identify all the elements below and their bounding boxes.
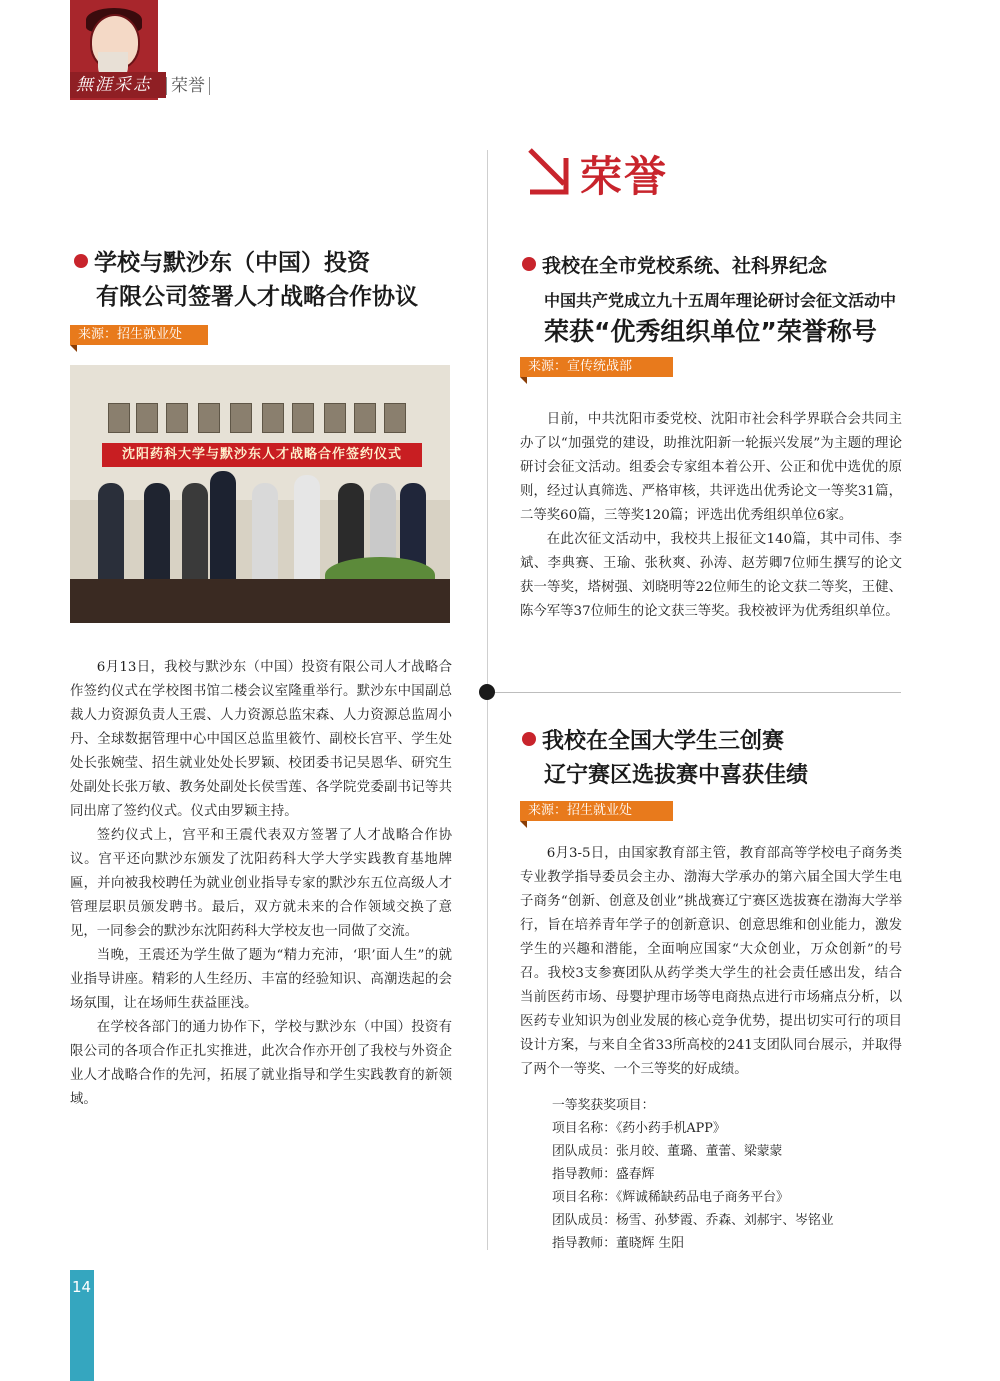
- portrait-frame: [292, 403, 314, 433]
- masthead-section-label: 荣誉: [171, 76, 205, 96]
- paragraph: 签约仪式上，宫平和王震代表双方签署了人才战略合作协议。宫平还向默沙东颁发了沈阳药科大学大学实践教育基地牌匾，并向被我校聘任为就业创业指导专家的默沙东五位高级人才管理层职员颁发聘书。最后，双方就未来的合作领域交换了意见，一同参会的默沙东沈阳药科大学校友也一同做了交流。: [70, 828, 452, 939]
- list-item: 团队成员：张月皎、董璐、董蕾、梁蒙蒙: [552, 1144, 783, 1159]
- masthead-section: [162, 74, 214, 98]
- paragraph: 6月3-5日，由国家教育部主管，教育部高等学校电子商务类专业教学指导委员会主办、渤海大学承办的第六届全国大学生电子商务“创新、创意及创业”挑战赛辽宁赛区选拔赛在渤海大学举行，旨在培养青年学子的创新意识、创意思维和创业能力，激发学生的兴趣和潜能，全面响应国家“大众创业，万众创新”的号召。我校3支参赛团队从药学类大学生的社会责任感出发，结合当前医药市场、母婴护理市场等电商热点进行市场痛点分析，以医药专业知识为创业发展的核心竞争优势，提出切实可行的项目设计方案，与来自全省33所高校的241支团队同台展示，并取得了两个一等奖、一个三等奖的好成绩。: [520, 846, 902, 1077]
- section-title: 荣誉: [580, 152, 669, 201]
- portrait-frame: [384, 403, 406, 433]
- paragraph: 日前，中共沈阳市委党校、沈阳市社会科学界联合会共同主办了以“加强党的建设，助推沈阳新一轮振兴发展”为主题的理论研讨会征文活动。组委会专家组本着公开、公正和优中选优的原则，经过认真筛选、严格审核，共评选出优秀论文一等奖31篇，二等奖60篇，三等奖120篇；评选出优秀组织单位6家。: [520, 412, 902, 523]
- paragraph: 6月13日，我校与默沙东（中国）投资有限公司人才战略合作签约仪式在学校图书馆二楼会议室隆重举行。默沙东中国副总裁人力资源负责人王震、人力资源总监宋森、人力资源总监周小丹、全球数据管理中心中国区总监里筱竹、副校长宫平、学生处处长张婉莹、招生就业处处长罗颖、校团委书记吴恩华、研究生处副处长张万敏、教务处副处长侯雪莲、各学院党委副书记等共同出席了签约仪式。仪式由罗颖主持。: [70, 660, 452, 819]
- portrait-frame: [198, 403, 220, 433]
- person: [252, 483, 278, 583]
- divider-dot-icon: [479, 684, 495, 700]
- left-title-line1: 学校与默沙东（中国）投资: [94, 250, 370, 276]
- portrait-frame: [108, 403, 130, 433]
- r2-title-line2: 辽宁赛区选拔赛中喜获佳绩: [544, 763, 809, 788]
- left-article-body: [70, 656, 452, 1112]
- r1-title-line1: 我校在全市党校系统、社科界纪念: [542, 255, 828, 277]
- masthead-logo-text: 無涯采志: [70, 72, 166, 98]
- person: [210, 471, 236, 583]
- left-article-title: [74, 244, 370, 277]
- person: [144, 483, 170, 583]
- paragraph: 当晚，王震还为学生做了题为“精力充沛，‘职’面人生”的就业指导讲座。精彩的人生经历、丰富的经验知识、高潮迭起的会场氛围，让在场师生获益匪浅。: [70, 948, 452, 1011]
- right-article1-title: [522, 251, 827, 278]
- signing-ceremony-photo: [70, 365, 450, 623]
- bullet-dot-icon: [522, 257, 536, 271]
- right1-source-tag: 来源：宣传统战部: [520, 357, 673, 377]
- person: [294, 475, 320, 583]
- bullet-dot-icon: [74, 254, 88, 268]
- portrait-frame: [230, 403, 252, 433]
- list-item: 项目名称：《辉诚稀缺药品电子商务平台》: [552, 1190, 789, 1205]
- list-item: 项目名称：《药小药手机APP》: [552, 1121, 726, 1136]
- photo-banner: 沈阳药科大学与默沙东人才战略合作签约仪式: [102, 443, 422, 467]
- list-item: 团队成员：杨雪、孙梦霞、乔森、刘郝宇、岑铭业: [552, 1213, 834, 1228]
- r1-title-line3: 荣获“优秀组织单位”荣誉称号: [544, 317, 877, 346]
- list-item: 指导教师：盛春辉: [552, 1167, 655, 1182]
- right-article2-title: [522, 724, 784, 755]
- person: [98, 483, 124, 583]
- list-item: 一等奖获奖项目：: [552, 1098, 655, 1113]
- r2-title-line1: 我校在全国大学生三创赛: [542, 729, 785, 754]
- section-divider: [487, 692, 901, 693]
- portrait-frame: [324, 403, 346, 433]
- arrow-down-right-icon: [520, 146, 572, 198]
- right-article2-body: [520, 842, 902, 1082]
- right2-source-tag: 来源：招生就业处: [520, 801, 673, 821]
- paragraph: 在此次征文活动中，我校共上报征文140篇，其中司伟、李斌、李典赛、王瑜、张秋爽、孙涛、赵芳卿7位师生撰写的论文获一等奖，塔树强、刘晓明等22位师生的论文获二等奖，王健、陈今军等37位师生的论文获三等奖。我校被评为优秀组织单位。: [520, 532, 902, 619]
- portrait-frame: [262, 403, 284, 433]
- column-divider: [487, 150, 488, 1250]
- bullet-dot-icon: [522, 732, 536, 746]
- left-source-tag: 来源：招生就业处: [70, 325, 208, 345]
- signing-table: [70, 579, 450, 623]
- portrait-frame: [136, 403, 158, 433]
- portrait-frame: [166, 403, 188, 433]
- paragraph: 在学校各部门的通力协作下，学校与默沙东（中国）投资有限公司的各项合作正扎实推进，此次合作亦开创了我校与外资企业人才战略合作的先河，拓展了就业指导和学生实践教育的新领域。: [70, 1020, 452, 1107]
- right-article1-body: [520, 408, 902, 624]
- left-title-line2: 有限公司签署人才战略合作协议: [96, 284, 418, 310]
- portrait-frame: [354, 403, 376, 433]
- person: [182, 483, 208, 583]
- list-item: 指导教师：董晓辉 生阳: [552, 1236, 685, 1251]
- awards-list: [552, 1094, 902, 1255]
- r1-title-line2: 中国共产党成立九十五周年理论研讨会征文活动中: [544, 291, 897, 310]
- page-number: 14: [72, 1278, 92, 1296]
